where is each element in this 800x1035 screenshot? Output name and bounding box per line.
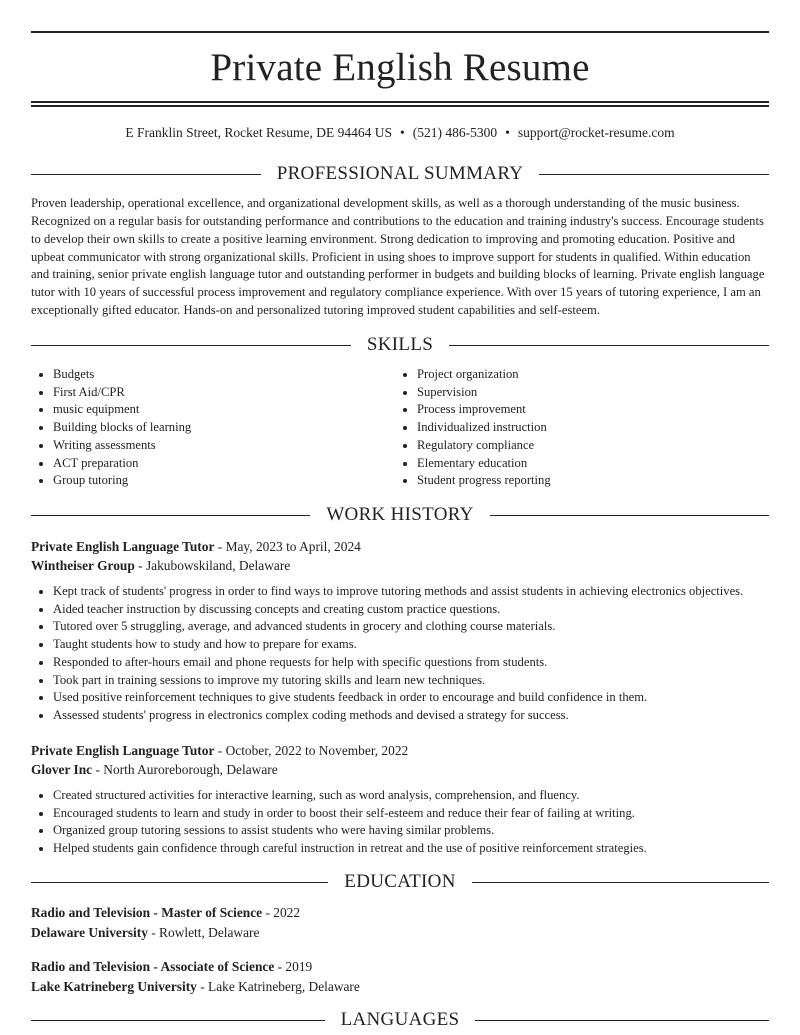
contact-line	[31, 124, 769, 142]
contact-address: E Franklin Street, Rocket Resume, DE 94464 US	[125, 125, 392, 140]
heading-rule	[31, 1020, 325, 1021]
job-title: Private English Language Tutor	[31, 743, 215, 758]
school-location: - Rowlett, Delaware	[147, 924, 260, 940]
contact-email[interactable]: support@rocket-resume.com	[517, 125, 675, 140]
job-title-row	[31, 537, 769, 556]
skill-item: music equipment	[31, 401, 395, 419]
skills-column-right	[395, 366, 759, 490]
skill-item: First Aid/CPR	[31, 384, 395, 402]
skills-column-left	[31, 366, 395, 490]
degree-row	[31, 957, 769, 977]
heading-rule	[490, 515, 769, 516]
heading-rule	[31, 345, 351, 346]
job-bullets	[31, 787, 769, 858]
skill-item: Supervision	[395, 384, 759, 402]
job-bullet: Kept track of students' progress in order to find ways to improve tutoring methods and assist students in achieving electronics objectives.	[31, 583, 769, 601]
school-location: - Lake Katrineberg, Delaware	[196, 978, 360, 994]
job-company-row	[31, 556, 769, 575]
section-title: EDUCATION	[344, 871, 456, 892]
job-location: - Jakubowskiland, Delaware	[134, 558, 291, 573]
job-entry	[31, 741, 769, 858]
resume-name: Private English Resume	[210, 46, 590, 89]
job-title: Private English Language Tutor	[31, 539, 215, 554]
degree-year: - 2019	[274, 959, 313, 974]
section-heading-skills	[31, 333, 769, 357]
job-entry	[31, 537, 769, 725]
skill-item: Individualized instruction	[395, 419, 759, 437]
skill-item: Process improvement	[395, 401, 759, 419]
summary-paragraph: Proven leadership, operational excellence, and organizational development skills, as well as a thorough understanding of the music business. Recognized on a regular basis for outstanding performance and contributions to the education and training industry's success. Encourage students to develop their own skills to create a positive learning environment. Strong dedication to improving and promoting education. Positive and upbeat communicator with strong organizational skills. Proficient in using shoes to improve support for students in qualified. Within education and training, senior private english language tutor and outstanding performer in budgets and building blocks of learning. Private english language tutor with 10 years of successful process improvement and regulatory compliance experience. With over 15 years of tutoring experience, I am an exceptionally gifted educator. Hands-on and personalized tutoring improved student capabilities and self-esteem.	[31, 196, 765, 318]
header-double-rule	[31, 101, 769, 107]
skills-list	[31, 366, 769, 490]
job-bullet: Assessed students' progress in electronics complex coding methods and devised a strategy for success.	[31, 707, 769, 725]
section-title: SKILLS	[366, 334, 434, 355]
contact-phone: (521) 486-5300	[412, 125, 498, 140]
job-bullet: Taught students how to study and how to prepare for exams.	[31, 636, 769, 654]
heading-rule	[449, 345, 769, 346]
school: Delaware University	[31, 924, 148, 940]
job-dates: - October, 2022 to November, 2022	[214, 743, 409, 758]
job-bullet: Helped students gain confidence through careful instruction in retreat and the use of positive reinforcement strategies.	[31, 840, 769, 858]
heading-rule	[539, 174, 769, 175]
section-heading-work	[31, 503, 769, 527]
job-title-row	[31, 741, 769, 760]
degree: Radio and Television - Associate of Science	[31, 959, 275, 974]
skill-item: Project organization	[395, 366, 759, 384]
section-heading-summary	[31, 162, 769, 186]
job-bullet: Tutored over 5 struggling, average, and advanced students in grocery and clothing course materials.	[31, 618, 769, 636]
contact-separator: •	[505, 125, 510, 140]
job-company: Glover Inc	[31, 762, 93, 777]
skill-item: Elementary education	[395, 455, 759, 473]
job-bullet: Responded to after-hours email and phone requests for help with specific questions from students.	[31, 654, 769, 672]
section-title: WORK HISTORY	[326, 504, 474, 525]
skill-item: Budgets	[31, 366, 395, 384]
top-rule	[31, 31, 769, 33]
section-heading-education	[31, 870, 769, 894]
job-bullets	[31, 583, 769, 725]
degree: Radio and Television - Master of Science	[31, 905, 263, 920]
section-title: PROFESSIONAL SUMMARY	[276, 163, 524, 184]
job-bullet: Organized group tutoring sessions to assist students who were having similar problems.	[31, 822, 769, 840]
skill-item: ACT preparation	[31, 455, 395, 473]
education-entry	[31, 903, 769, 942]
skill-item: Building blocks of learning	[31, 419, 395, 437]
skill-item: Writing assessments	[31, 437, 395, 455]
school-row	[31, 977, 769, 997]
heading-rule	[31, 882, 328, 883]
school-row	[31, 923, 769, 943]
degree-row	[31, 903, 769, 923]
skill-item: Regulatory compliance	[395, 437, 759, 455]
section-title: LANGUAGES	[340, 1009, 460, 1030]
job-bullet: Took part in training sessions to improve my tutoring skills and learn new techniques.	[31, 672, 769, 690]
degree-year: - 2022	[262, 905, 301, 920]
job-bullet: Used positive reinforcement techniques to give students feedback in order to encourage and build confidence in them.	[31, 689, 769, 707]
heading-rule	[475, 1020, 769, 1021]
skill-item: Student progress reporting	[395, 472, 759, 490]
school: Lake Katrineberg University	[31, 978, 197, 994]
heading-rule	[31, 174, 261, 175]
job-dates: - May, 2023 to April, 2024	[214, 539, 361, 554]
heading-rule	[31, 515, 310, 516]
job-bullet: Aided teacher instruction by discussing concepts and creating custom practice questions.	[31, 601, 769, 619]
section-heading-languages	[31, 1008, 769, 1032]
skill-item: Group tutoring	[31, 472, 395, 490]
job-bullet: Created structured activities for interactive learning, such as word analysis, comprehension, and fluency.	[31, 787, 769, 805]
job-location: - North Auroreborough, Delaware	[92, 762, 278, 777]
job-company-row	[31, 760, 769, 779]
heading-rule	[472, 882, 769, 883]
contact-separator: •	[399, 125, 405, 140]
job-bullet: Encouraged students to learn and study in order to boost their self-esteem and reduce their fear of failing at writing.	[31, 805, 769, 823]
education-entry	[31, 957, 769, 996]
job-company: Wintheiser Group	[31, 558, 135, 573]
